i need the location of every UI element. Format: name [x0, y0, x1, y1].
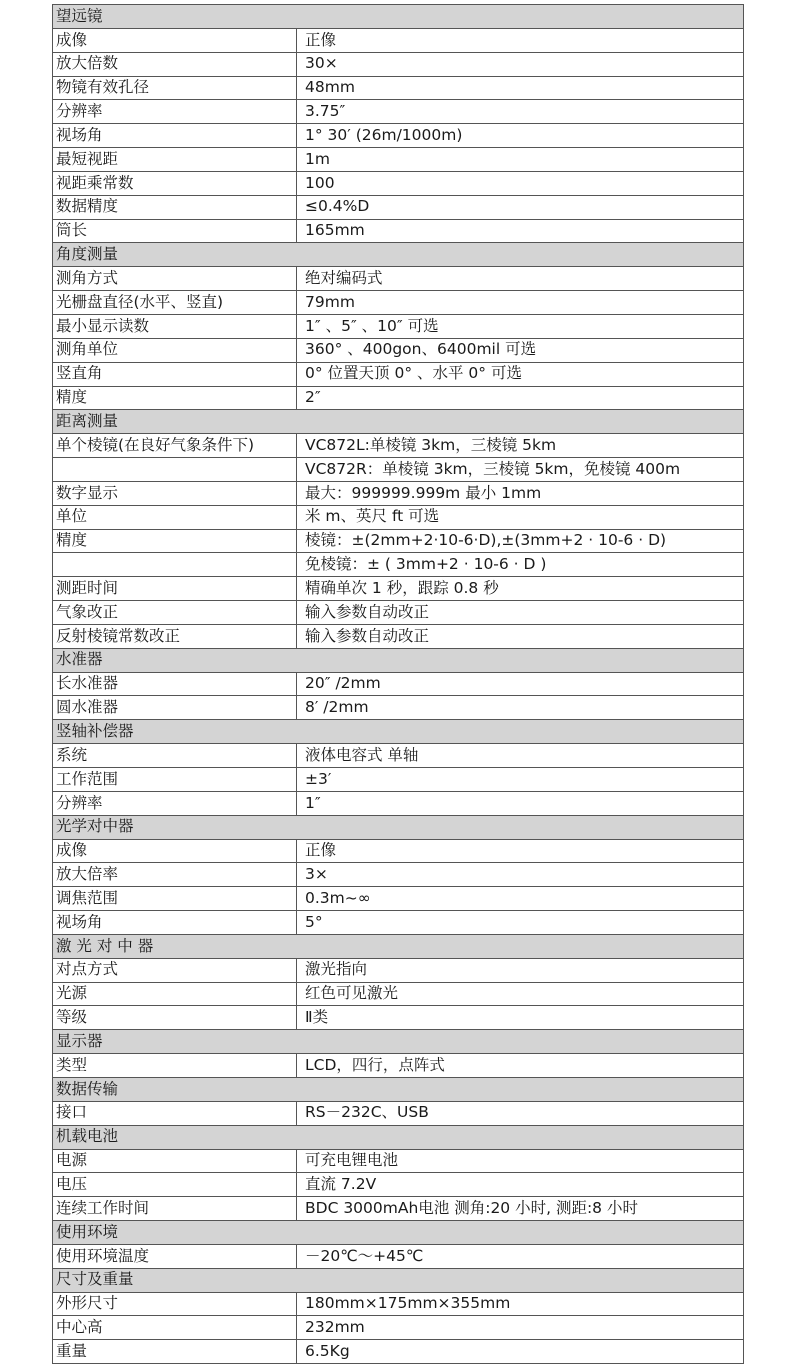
spec-label: 测角方式	[53, 267, 297, 291]
section-title: 距离测量	[53, 410, 744, 434]
spec-label: 使用环境温度	[53, 1244, 297, 1268]
section-header-row	[53, 815, 744, 839]
spec-label: 竖直角	[53, 362, 297, 386]
spec-value: 正像	[297, 839, 744, 863]
spec-value: 3×	[297, 863, 744, 887]
spec-value: 棱镜：±(2mm+2·10-6·D),±(3mm+2 · 10-6 · D)	[297, 529, 744, 553]
spec-value: 8′ /2mm	[297, 696, 744, 720]
spec-row	[53, 291, 744, 315]
spec-value: 最大：999999.999m 最小 1mm	[297, 481, 744, 505]
spec-row	[53, 124, 744, 148]
spec-row	[53, 219, 744, 243]
section-header-row	[53, 1077, 744, 1101]
spec-value: 可充电锂电池	[297, 1149, 744, 1173]
spec-value: 3.75″	[297, 100, 744, 124]
spec-label: 测角单位	[53, 338, 297, 362]
spec-label: 工作范围	[53, 768, 297, 792]
spec-value: 100	[297, 171, 744, 195]
spec-label: 最短视距	[53, 148, 297, 172]
spec-label: 成像	[53, 28, 297, 52]
spec-value: 米 m、英尺 ft 可选	[297, 505, 744, 529]
spec-value: VC872L:单棱镜 3km，三棱镜 5km	[297, 434, 744, 458]
spec-row	[53, 314, 744, 338]
spec-row	[53, 1101, 744, 1125]
section-header-row	[53, 243, 744, 267]
spec-row	[53, 362, 744, 386]
spec-label: 圆水准器	[53, 696, 297, 720]
spec-table	[52, 4, 744, 1364]
spec-row	[53, 744, 744, 768]
section-header-row	[53, 1221, 744, 1245]
spec-value: 输入参数自动改正	[297, 601, 744, 625]
spec-row	[53, 696, 744, 720]
section-title: 激 光 对 中 器	[53, 934, 744, 958]
spec-value: 0.3m~∞	[297, 887, 744, 911]
spec-row	[53, 577, 744, 601]
spec-row	[53, 958, 744, 982]
section-title: 数据传输	[53, 1077, 744, 1101]
spec-label: 调焦范围	[53, 887, 297, 911]
spec-row	[53, 887, 744, 911]
spec-row	[53, 1316, 744, 1340]
spec-value: 液体电容式 单轴	[297, 744, 744, 768]
spec-label: 气象改正	[53, 601, 297, 625]
spec-label: 电源	[53, 1149, 297, 1173]
spec-value: 0° 位置天顶 0° 、水平 0° 可选	[297, 362, 744, 386]
spec-row	[53, 1054, 744, 1078]
spec-row	[53, 553, 744, 577]
spec-label: 光源	[53, 982, 297, 1006]
spec-label: 反射棱镜常数改正	[53, 624, 297, 648]
spec-value: 48mm	[297, 76, 744, 100]
section-title: 使用环境	[53, 1221, 744, 1245]
spec-value: ±3′	[297, 768, 744, 792]
spec-label	[53, 458, 297, 482]
spec-label: 视场角	[53, 124, 297, 148]
spec-value: 232mm	[297, 1316, 744, 1340]
spec-row	[53, 529, 744, 553]
spec-label: 对点方式	[53, 958, 297, 982]
spec-row	[53, 195, 744, 219]
spec-label: 等级	[53, 1006, 297, 1030]
spec-value: 直流 7.2V	[297, 1173, 744, 1197]
spec-value: 1° 30′ (26m/1000m)	[297, 124, 744, 148]
spec-value: BDC 3000mAh电池 测角:20 小时, 测距:8 小时	[297, 1197, 744, 1221]
spec-value: 20″ /2mm	[297, 672, 744, 696]
spec-label: 筒长	[53, 219, 297, 243]
spec-value: 绝对编码式	[297, 267, 744, 291]
spec-value: 360° 、400gon、6400mil 可选	[297, 338, 744, 362]
spec-row	[53, 100, 744, 124]
spec-value: 精确单次 1 秒，跟踪 0.8 秒	[297, 577, 744, 601]
spec-label: 光栅盘直径(水平、竖直)	[53, 291, 297, 315]
spec-value: RS－232C、USB	[297, 1101, 744, 1125]
section-title: 机载电池	[53, 1125, 744, 1149]
spec-label: 外形尺寸	[53, 1292, 297, 1316]
spec-label: 连续工作时间	[53, 1197, 297, 1221]
spec-value: 6.5Kg	[297, 1340, 744, 1364]
section-title: 显示器	[53, 1030, 744, 1054]
section-header-row	[53, 1030, 744, 1054]
spec-row	[53, 791, 744, 815]
spec-label: 中心高	[53, 1316, 297, 1340]
spec-value: 免棱镜：± ( 3mm+2 · 10-6 · D )	[297, 553, 744, 577]
spec-value: 正像	[297, 28, 744, 52]
spec-value: 1m	[297, 148, 744, 172]
spec-value: ≤0.4%D	[297, 195, 744, 219]
spec-row	[53, 1197, 744, 1221]
spec-row	[53, 1149, 744, 1173]
spec-row	[53, 911, 744, 935]
spec-value: 2″	[297, 386, 744, 410]
spec-label: 分辨率	[53, 100, 297, 124]
spec-row	[53, 267, 744, 291]
spec-label: 单位	[53, 505, 297, 529]
spec-row	[53, 1244, 744, 1268]
spec-label: 测距时间	[53, 577, 297, 601]
spec-label: 视距乘常数	[53, 171, 297, 195]
spec-label: 放大倍数	[53, 52, 297, 76]
spec-value: LCD，四行，点阵式	[297, 1054, 744, 1078]
spec-value: 输入参数自动改正	[297, 624, 744, 648]
spec-label: 数字显示	[53, 481, 297, 505]
spec-row	[53, 863, 744, 887]
spec-value: 180mm×175mm×355mm	[297, 1292, 744, 1316]
spec-row	[53, 434, 744, 458]
spec-row	[53, 148, 744, 172]
spec-label	[53, 553, 297, 577]
spec-row	[53, 672, 744, 696]
spec-row	[53, 481, 744, 505]
spec-row	[53, 1173, 744, 1197]
section-title: 竖轴补偿器	[53, 720, 744, 744]
spec-label: 精度	[53, 529, 297, 553]
spec-row	[53, 52, 744, 76]
spec-label: 视场角	[53, 911, 297, 935]
spec-label: 重量	[53, 1340, 297, 1364]
section-header-row	[53, 1268, 744, 1292]
section-title: 光学对中器	[53, 815, 744, 839]
spec-label: 长水准器	[53, 672, 297, 696]
spec-table-body	[53, 5, 744, 1364]
spec-label: 精度	[53, 386, 297, 410]
spec-row	[53, 386, 744, 410]
spec-label: 最小显示读数	[53, 314, 297, 338]
spec-label: 分辨率	[53, 791, 297, 815]
spec-label: 成像	[53, 839, 297, 863]
section-title: 望远镜	[53, 5, 744, 29]
spec-value: 165mm	[297, 219, 744, 243]
spec-value: －20℃～+45℃	[297, 1244, 744, 1268]
section-header-row	[53, 5, 744, 29]
spec-row	[53, 1006, 744, 1030]
spec-row	[53, 1340, 744, 1364]
spec-value: 1″ 、5″ 、10″ 可选	[297, 314, 744, 338]
section-header-row	[53, 410, 744, 434]
spec-row	[53, 505, 744, 529]
spec-label: 放大倍率	[53, 863, 297, 887]
spec-value: 红色可见激光	[297, 982, 744, 1006]
spec-value: 激光指向	[297, 958, 744, 982]
spec-label: 系统	[53, 744, 297, 768]
spec-row	[53, 28, 744, 52]
spec-label: 单个棱镜(在良好气象条件下)	[53, 434, 297, 458]
spec-value: VC872R：单棱镜 3km，三棱镜 5km，免棱镜 400m	[297, 458, 744, 482]
spec-value: 5°	[297, 911, 744, 935]
section-header-row	[53, 934, 744, 958]
spec-row	[53, 76, 744, 100]
spec-row	[53, 458, 744, 482]
spec-row	[53, 601, 744, 625]
section-title: 角度测量	[53, 243, 744, 267]
spec-label: 电压	[53, 1173, 297, 1197]
spec-row	[53, 338, 744, 362]
section-title: 水准器	[53, 648, 744, 672]
spec-row	[53, 171, 744, 195]
spec-row	[53, 982, 744, 1006]
spec-value: 79mm	[297, 291, 744, 315]
spec-row	[53, 1292, 744, 1316]
spec-value: Ⅱ类	[297, 1006, 744, 1030]
spec-value: 30×	[297, 52, 744, 76]
spec-value: 1″	[297, 791, 744, 815]
spec-label: 物镜有效孔径	[53, 76, 297, 100]
spec-label: 接口	[53, 1101, 297, 1125]
section-header-row	[53, 720, 744, 744]
section-title: 尺寸及重量	[53, 1268, 744, 1292]
section-header-row	[53, 1125, 744, 1149]
spec-label: 类型	[53, 1054, 297, 1078]
section-header-row	[53, 648, 744, 672]
spec-row	[53, 624, 744, 648]
spec-row	[53, 768, 744, 792]
spec-label: 数据精度	[53, 195, 297, 219]
spec-row	[53, 839, 744, 863]
